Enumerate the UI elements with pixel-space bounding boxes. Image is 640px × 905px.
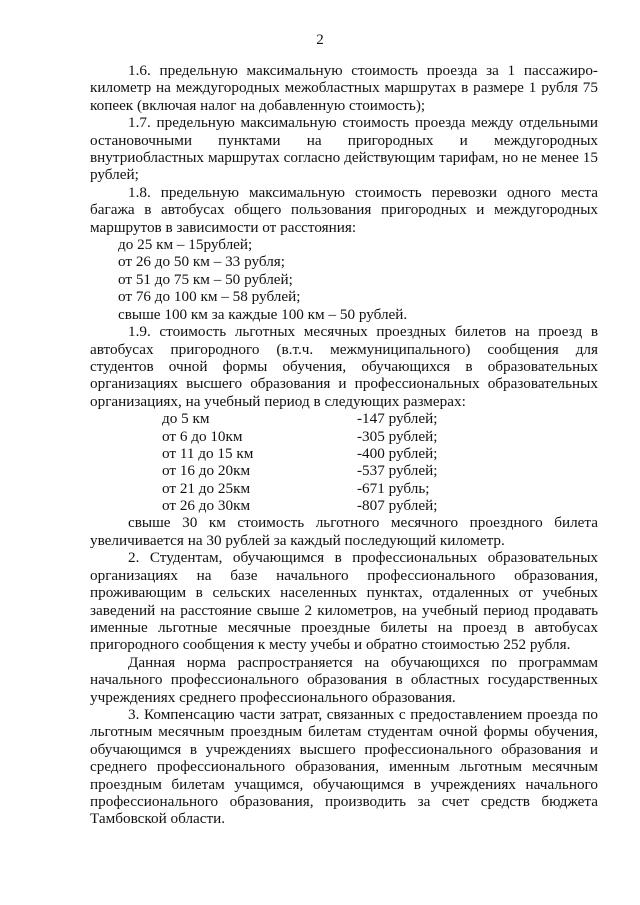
ticket-rate-row <box>90 428 598 445</box>
paragraph-3: 3. Компенсацию части затрат, связанных с предоставлением проезда по льготным месячным проездным билетам студентам очной формы обучения, обучающимся в учреждениях высшего профессионального образования и среднего профессионального образования, именным льготным месячным проездным билетам учащимся, обучающимся в учреждениях начального профессионального образования, производить за счет средств бюджета Тамбовской области. <box>90 705 598 828</box>
ticket-price: -807 рублей; <box>357 497 438 515</box>
baggage-rate-item: от 51 до 75 км – 50 рублей; <box>118 270 293 288</box>
ticket-rate-row <box>90 462 598 479</box>
ticket-price: -305 рублей; <box>357 427 438 445</box>
ticket-price: -147 рублей; <box>357 410 438 428</box>
paragraph-1-9: 1.9. стоимость льготных месячных проездных билетов на проезд в автобусах пригородного (в.т.ч. межмуниципального) сообщения для студентов очной формы обучения, обучающихся в образовательных организациях высшего образования и профессиональных образовательных организациях, на учебный период в следующих размерах: <box>90 323 598 410</box>
ticket-distance: до 5 км <box>162 410 210 428</box>
paragraph-norm: Данная норма распространяется на обучающихся по программам начального профессионального образования в областных государственных учреждениях среднего профессионального образования. <box>90 653 598 706</box>
baggage-rates-list <box>90 236 598 323</box>
ticket-rate-row <box>90 445 598 462</box>
ticket-price: -537 рублей; <box>357 462 438 480</box>
ticket-rate-row <box>90 480 598 497</box>
ticket-distance: от 16 до 20км <box>162 462 251 480</box>
paragraph-2: 2. Студентам, обучающимся в профессиональных образовательных организациях на базе начального профессионального образования, проживающим в сельских населенных пунктах, отдаленных от учебных заведений на расстояние свыше 2 километров, на учебный период продавать именные льготные месячные проездные билеты на проезд в автобусах пригородного сообщения к месту учебы и обратно стоимостью 252 рубля. <box>90 549 598 654</box>
paragraph-1-6: 1.6. предельную максимальную стоимость проезда за 1 пассажиро-километр на междугородных межобластных маршрутах в размере 1 рубля 75 копеек (включая налог на добавленную стоимость); <box>90 62 598 114</box>
baggage-rate-item: до 25 км – 15рублей; <box>118 236 253 254</box>
ticket-distance: от 21 до 25км <box>162 479 251 497</box>
ticket-rate-row <box>90 410 598 427</box>
ticket-distance: от 11 до 15 км <box>162 444 254 462</box>
ticket-price: -400 рублей; <box>357 444 438 462</box>
ticket-price: -671 рубль; <box>357 479 430 497</box>
baggage-rate-item: от 26 до 50 км – 33 рубля; <box>118 253 285 271</box>
page-number: 2 <box>316 32 324 48</box>
baggage-rate-item: от 76 до 100 км – 58 рублей; <box>118 288 301 306</box>
ticket-distance: от 26 до 30км <box>162 497 251 515</box>
ticket-distance: от 6 до 10км <box>162 427 243 445</box>
paragraph-1-7: 1.7. предельную максимальную стоимость проезда между отдельными остановочными пунктами на пригородных и междугородных внутриобластных маршрутах согласно действующим тарифам, но не менее 15 рублей; <box>90 114 598 184</box>
paragraph-over-30km: свыше 30 км стоимость льготного месячного проездного билета увеличивается на 30 рублей за каждый последующий километр. <box>90 514 598 549</box>
ticket-rates-table <box>90 410 598 514</box>
baggage-rate-item: свыше 100 км за каждые 100 км – 50 рублей. <box>118 305 408 323</box>
document-body <box>90 62 598 828</box>
paragraph-1-8: 1.8. предельную максимальную стоимость перевозки одного места багажа в автобусах общего пользования пригородных и междугородных маршрутов в зависимости от расстояния: <box>90 183 598 236</box>
ticket-rate-row <box>90 497 598 514</box>
